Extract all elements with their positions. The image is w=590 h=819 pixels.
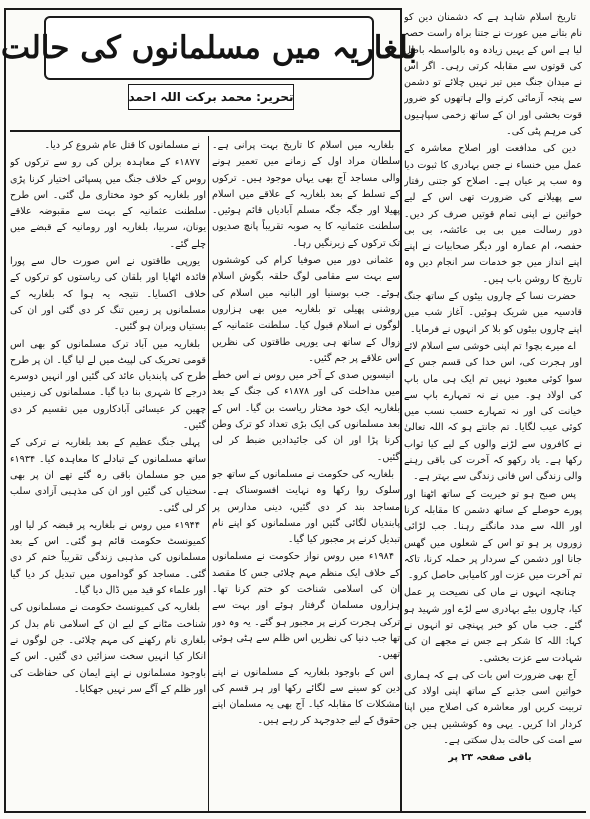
paragraph: یورپی طاقتوں نے اس صورت حال سے پورا فائدہ اٹھایا اور بلقان کی ریاستوں کو ترکوں کے خلاف اکسایا۔ نتیجہ یہ ہوا کہ بلغاریہ کے مسلمانوں پر زمین تنگ کر دی گئی اور ان کی بستیاں ویران ہو گئیں۔ — [10, 256, 206, 333]
paragraph: پس صبح ہو تو خیریت کے ساتھ اٹھنا اور پورے حوصلے کے ساتھ دشمن کا مقابلہ کرنا اور اللہ سے مدد مانگتے رہنا۔ جب لڑائی زوروں پر ہو تو اس کے شعلوں میں گھس جانا اور دشمن کے سردار پر حملہ کرنا، تاکہ تم آخرت میں عزت اور کامیابی حاصل کرو۔ — [404, 488, 582, 582]
paragraph: اس کے باوجود بلغاریہ کے مسلمانوں نے اپنے دین کو سینے سے لگائے رکھا اور ہر قسم کی مشکلات کا مقابلہ کیا۔ آج بھی یہ مسلمان اپنے حقوق کے لیے جدوجہد کر رہے ہیں۔ — [212, 666, 400, 727]
paragraph: بلغاریہ کی حکومت نے مسلمانوں کے ساتھ جو سلوک روا رکھا وہ نہایت افسوسناک ہے۔ مساجد بند کر دی گئیں، دینی مدارس پر پابندیاں لگائی گئیں اور مسلمانوں کو اپنے نام تبدیل کرنے پر مجبور کیا گیا۔ — [212, 468, 400, 546]
paragraph: بلغاریہ کی کمیونسٹ حکومت نے مسلمانوں کی شناخت مٹانے کے لیے ان کے اسلامی نام بدل کر بلغاری نام رکھنے کی مہم چلائی۔ جن لوگوں نے انکار کیا انہیں سخت سزائیں دی گئیں۔ اس کے باوجود مسلمانوں نے اپنے ایمان کی حفاظت کی اور ظلم کے آگے سر نہیں جھکایا۔ — [10, 602, 206, 695]
text-column-right — [404, 10, 582, 810]
paragraph: تاریخ اسلام شاہد ہے کہ دشمنان دین کو نام بتانے میں عورت نے جتنا براہ راست حصہ لیا ہے اس کے یہیں زیادہ وہ بالواسطہ باطل کی قوتوں سے مقابلہ کرتی رہی۔ اگر اس نے میدان جنگ میں تیر نہیں چلائے تو دشمن سے پنجہ آزمائی کرنے والے ہاتھوں کو ضرور قوت بخشی اور ان کے ساتھ زخمی سپاہیوں کی مرہم پٹی کی۔ — [404, 12, 582, 138]
headline-box — [0, 16, 418, 80]
article-header-bottom-rule — [10, 130, 400, 132]
page-left-border — [4, 8, 6, 812]
column-divider-middle — [208, 136, 209, 812]
paragraph: چنانچہ انہوں نے ماں کی نصیحت پر عمل کیا، چاروں بیٹے بہادری سے لڑے اور شہید ہو گئے۔ جب ماں کو خبر پہنچی تو انہوں نے کہا: اللہ کا شکر ہے جس نے مجھے ان کی شہادت سے عزت بخشی۔ — [404, 587, 582, 664]
paragraph: عثمانی دور میں صوفیا کرام کی کوششوں سے بہت سے مقامی لوگ حلقہ بگوش اسلام ہوئے۔ جب بوسنیا اور البانیہ میں اسلام کی روشنی پھیلی تو بلغاریہ میں بھی ہزاروں لوگوں نے اسلام قبول کیا۔ سلطنت عثمانیہ کے زوال کے ساتھ ہی یورپی طاقتوں کی نظریں اس علاقے پر جم گئیں۔ — [212, 255, 400, 364]
paragraph: ۱۹۸۴ء میں روس نواز حکومت نے مسلمانوں کے خلاف ایک منظم مہم چلائی جس کا مقصد ان کی اسلامی شناخت کو ختم کرنا تھا۔ ہزاروں مسلمان گرفتار ہوئے اور بہت سے ترکی ہجرت کرنے پر مجبور ہو گئے۔ یہ وہ دور تھا جب دنیا کی نظریں اس ظلم سے ہٹی ہوئی تھیں۔ — [212, 551, 400, 661]
paragraph: پہلی جنگ عظیم کے بعد بلغاریہ نے ترکی کے ساتھ مسلمانوں کے تبادلے کا معاہدہ کیا۔ ۱۹۳۴ء میں جو مسلمان باقی رہ گئے تھے ان پر بھی سختیاں کی گئیں اور ان کی مذہبی آزادی سلب کر لی گئی۔ — [10, 437, 206, 514]
paragraph: انیسویں صدی کے آخر میں روس نے اس خطے میں مداخلت کی اور ۱۸۷۸ء کی جنگ کے بعد بلغاریہ ایک خود مختار ریاست بن گیا۔ اس کے بعد مسلمانوں کی ایک بڑی تعداد کو ترک وطن کرنا پڑا اور ان کی جائیدادیں ضبط کر لی گئیں۔ — [212, 370, 400, 463]
paragraph: ۱۸۷۷ء کے معاہدہ برلن کی رو سے ترکوں کو روس کے خلاف جنگ میں پسپائی اختیار کرنا پڑی اور بلغاریہ کو خود مختاری مل گئی۔ اس طرح سلطنت عثمانیہ کے بہت سے مقبوضہ علاقے یونان، سربیا، بلغاریہ اور رومانیہ کے قبضے میں چلے گئے۔ — [10, 157, 206, 250]
paragraph: آج بھی ضرورت اس بات کی ہے کہ ہماری خواتین اسی جذبے کے ساتھ اپنی اولاد کی تربیت کریں اور معاشرہ کی اصلاح میں اپنا کردار ادا کریں۔ یہی وہ کوششیں ہیں جن سے امت کی حالت بدل سکتی ہے۔ — [404, 669, 582, 747]
byline-box — [128, 84, 294, 110]
paragraph: اے میرے بچو! تم اپنی خوشی سے اسلام لائے اور ہجرت کی، اس خدا کی قسم جس کے سوا کوئی معبود نہیں تم ایک ہی ماں باپ کی اولاد ہو۔ میں نے نہ تمہارے باپ سے خیانت کی اور نہ تمہارے حسب نسب میں کوئی عیب لگایا۔ تم جانتے ہو کہ اللہ تعالیٰ نے کافروں سے لڑنے والوں کے لیے کیا ثواب رکھا ہے۔ یاد رکھو کہ آخرت کی باقی رہنے والی زندگی اس فانی زندگی سے بہتر ہے۔ — [404, 340, 582, 483]
paragraph: دین کی مدافعت اور اصلاح معاشرہ کے عمل میں خنساء نے جس بہادری کا ثبوت دیا وہ سب پر عیاں ہے۔ اصلاح کو جتنی رفتار سے پھیلانے کی ضرورت تھی اس کے لیے خواتین نے اپنی تمام قوتیں صرف کر دیں۔ دور رسالت میں بی بی عائشہ، بی بی حفصہ، ام عمارہ اور دیگر صحابیات نے اپنے اپنے انداز میں جو خدمات سر انجام دیں وہ تاریخ کا روشن باب ہیں۔ — [404, 143, 582, 285]
paragraph: بلغاریہ میں آباد ترک مسلمانوں کو بھی اس قومی تحریک کی لپیٹ میں لے لیا گیا۔ ان پر طرح طرح کی پابندیاں عائد کی گئیں اور انہیں دوسرے درجے کا شہری بنا دیا گیا۔ مسلمانوں کی زمینیں چھین کر عیسائی آبادکاروں میں تقسیم کر دی گئیں۔ — [10, 338, 206, 432]
text-column-left — [10, 138, 206, 810]
paragraph: ۱۹۴۴ء میں روس نے بلغاریہ پر قبضہ کر لیا اور کمیونسٹ حکومت قائم ہو گئی۔ اس کے بعد مسلمانوں کی مذہبی زندگی تقریباً ختم کر دی گئی۔ مساجد کو گوداموں میں تبدیل کر دیا گیا اور علماء کو قید میں ڈال دیا گیا۔ — [10, 519, 206, 597]
text-column-middle — [212, 138, 400, 810]
column-divider-right — [400, 8, 402, 812]
page-bottom-border — [4, 811, 586, 813]
paragraph: بلغاریہ میں اسلام کا تاریخ بہت پرانی ہے۔ سلطان مراد اول کے زمانے میں تعمیر ہونے والی مساجد آج بھی یہاں موجود ہیں۔ ترکوں کے تسلط کے بعد بلغاریہ کے علاقے میں اسلام پھیلا اور جگہ جگہ مسلم آبادیاں قائم ہوئیں۔ سلطنت عثمانیہ کا یہ صوبہ تقریباً پانچ صدیوں تک ترکوں کے زیرنگیں رہا۔ — [212, 140, 400, 249]
paragraph: حضرت نسا کے چاروں بیٹوں کے ساتھ جنگ قادسیہ میں شریک ہوئیں۔ آغاز شب میں اپنے چاروں بیٹوں کو بلا کر انہوں نے فرمایا۔ — [404, 291, 582, 335]
paragraph: نے مسلمانوں کا قتل عام شروع کر دیا۔ — [44, 140, 200, 151]
continued-note: باقی صفحہ ۲۳ پر — [448, 752, 532, 764]
article-headline: بلغاریہ میں مسلمانوں کی حالت — [0, 30, 418, 66]
page-top-border — [4, 8, 400, 10]
article-byline: تحریر: محمد برکت اللہ احمد — [128, 90, 294, 104]
